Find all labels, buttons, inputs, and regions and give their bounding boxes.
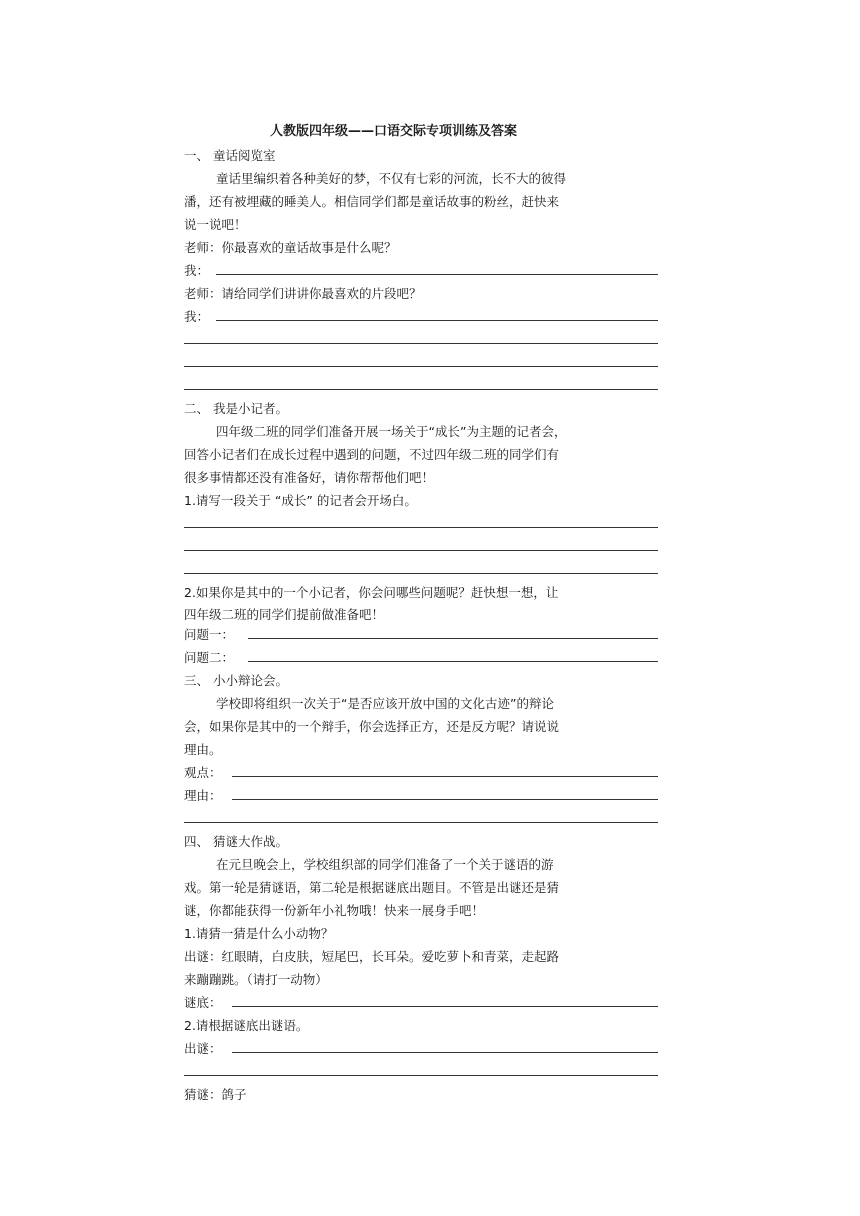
riddle-answer-label: 谜底： (184, 995, 222, 1010)
answer-line[interactable] (184, 573, 658, 574)
answer-line[interactable] (184, 1075, 658, 1076)
section-4-paragraph-line: 戏。第一轮是猜谜语，第二轮是根据谜底出题目。不管是出谜还是猜 (184, 880, 560, 895)
section-3-paragraph-line: 学校即将组织一次关于“是否应该开放中国的文化古迹”的辩论 (216, 696, 554, 711)
question-2-label: 问题二： (184, 650, 235, 665)
section-1-paragraph-line: 童话里编织着各种美好的梦，不仅有七彩的河流，长不大的彼得 (216, 171, 567, 186)
section-3-paragraph-line: 会，如果你是其中的一个辩手，你会选择正方，还是反方呢？请说说 (184, 719, 560, 734)
section-2-paragraph-line: 回答小记者们在成长过程中遇到的问题，不过四年级二班的同学们有 (184, 447, 560, 462)
guess-riddle-text: 猜谜：鸽子 (184, 1087, 247, 1102)
section-4-paragraph-line: 谜，你都能获得一份新年小礼物哦！快来一展身手吧！ (184, 903, 485, 918)
task-2-prompt: 四年级二班的同学们提前做准备吧！ (184, 607, 385, 622)
section-3-paragraph-line: 理由。 (184, 742, 222, 757)
answer-line[interactable] (248, 638, 658, 639)
reason-label: 理由： (184, 788, 222, 803)
riddle-task-1: 1.请猜一猜是什么小动物？ (184, 926, 334, 941)
answer-line[interactable] (248, 661, 658, 662)
section-4-paragraph-line: 在元旦晚会上，学校组织部的同学们准备了一个关于谜语的游 (216, 857, 554, 872)
section-1-heading: 一、 童话阅览室 (184, 148, 276, 163)
section-4-heading: 四、 猜谜大作战。 (184, 834, 288, 849)
riddle-text: 来蹦蹦跳。（请打一动物） (184, 972, 328, 987)
riddle-text: 出谜：红眼睛，白皮肤，短尾巴，长耳朵。爱吃萝卜和青菜，走起路 (184, 949, 560, 964)
answer-label: 我： (184, 263, 210, 278)
task-2-prompt: 2.如果你是其中的一个小记者，你会问哪些问题呢？赶快想一想，让 (184, 585, 559, 600)
section-2-paragraph-line: 四年级二班的同学们准备开展一场关于“成长”为主题的记者会， (216, 424, 567, 439)
section-2-heading: 二、 我是小记者。 (184, 401, 288, 416)
section-3-heading: 三、 小小辩论会。 (184, 673, 288, 688)
answer-line[interactable] (232, 799, 658, 800)
answer-line[interactable] (184, 527, 658, 528)
answer-line[interactable] (232, 1052, 658, 1053)
question-1-label: 问题一： (184, 627, 235, 642)
answer-label: 我： (184, 309, 210, 324)
answer-line[interactable] (216, 274, 658, 275)
teacher-question-1: 老师：你最喜欢的童话故事是什么呢？ (184, 240, 397, 255)
answer-line[interactable] (184, 389, 658, 390)
task-1-prompt: 1.请写一段关于 “成长” 的记者会开场白。 (184, 493, 417, 508)
page-title: 人教版四年级——口语交际专项训练及答案 (270, 124, 518, 139)
answer-line[interactable] (184, 343, 658, 344)
answer-line[interactable] (232, 776, 658, 777)
viewpoint-label: 观点： (184, 765, 222, 780)
answer-line[interactable] (216, 320, 658, 321)
answer-line[interactable] (184, 366, 658, 367)
riddle-task-2: 2.请根据谜底出谜语。 (184, 1018, 309, 1033)
answer-line[interactable] (184, 822, 658, 823)
section-2-paragraph-line: 很多事情都还没有准备好，请你帮帮他们吧！ (184, 470, 435, 485)
teacher-question-2: 老师：请给同学们讲讲你最喜欢的片段吧？ (184, 286, 422, 301)
answer-line[interactable] (184, 550, 658, 551)
make-riddle-label: 出谜： (184, 1041, 222, 1056)
section-1-paragraph-line: 说一说吧！ (184, 217, 247, 232)
answer-line[interactable] (232, 1006, 658, 1007)
section-1-paragraph-line: 潘，还有被埋藏的睡美人。相信同学们都是童话故事的粉丝，赶快来 (184, 194, 560, 209)
